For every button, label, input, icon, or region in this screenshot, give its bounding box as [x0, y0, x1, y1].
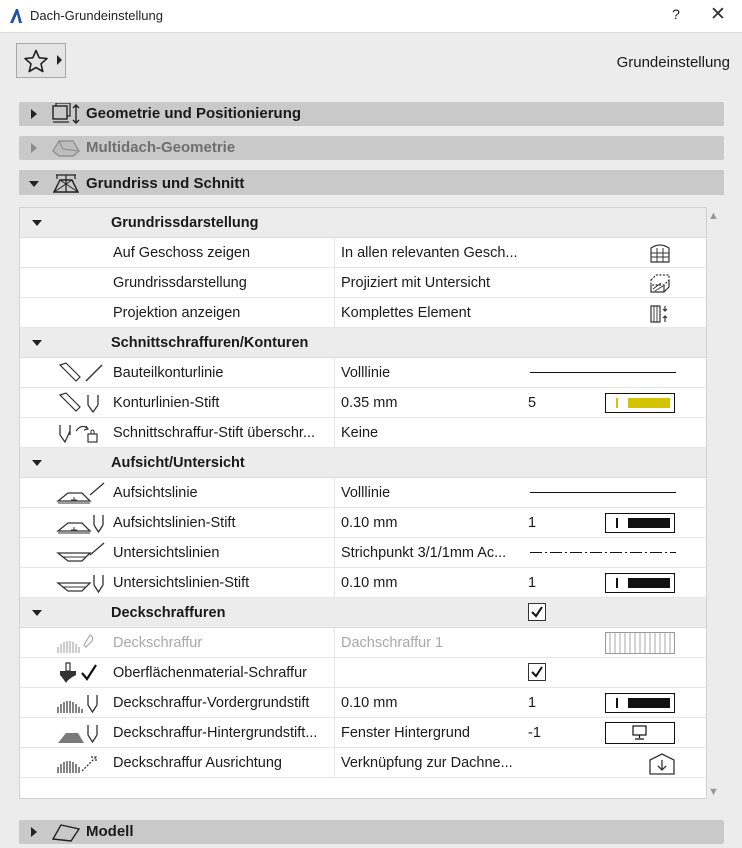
row-label: Deckschraffur Ausrichtung — [113, 755, 282, 771]
group-label: Aufsicht/Untersicht — [111, 455, 245, 471]
pen-number[interactable]: 1 — [528, 515, 537, 531]
row-label: Schnittschraffur-Stift überschr... — [113, 425, 316, 441]
collapse-arrow-icon — [32, 610, 42, 616]
geometry-positioning-icon — [51, 103, 81, 125]
section-label: Modell — [86, 823, 134, 840]
column-divider — [334, 568, 335, 597]
pen-icon — [56, 391, 106, 415]
favorites-button[interactable] — [16, 43, 66, 78]
section-label: Geometrie und Positionierung — [86, 105, 302, 122]
collapse-arrow-icon — [32, 460, 42, 466]
column-divider — [334, 388, 335, 417]
row-underside-pen[interactable] — [20, 568, 706, 598]
checkmark-icon — [530, 665, 544, 679]
title-bar — [0, 0, 742, 33]
dropdown-arrow-icon — [57, 55, 62, 65]
row-value[interactable]: 0.10 mm — [341, 515, 398, 531]
row-label: Oberflächenmaterial-Schraffur — [113, 665, 307, 681]
line-type-icon — [56, 361, 106, 385]
collapse-arrow-icon — [32, 220, 42, 226]
row-cover-bg-pen[interactable] — [20, 718, 706, 748]
row-value[interactable]: Komplettes Element — [341, 305, 471, 321]
window-background-swatch[interactable] — [605, 722, 675, 744]
checkmark-icon — [530, 605, 544, 619]
column-divider — [334, 688, 335, 717]
row-value[interactable]: Volllinie — [341, 365, 391, 381]
group-label: Schnittschraffuren/Konturen — [111, 335, 309, 351]
collapse-arrow-icon — [29, 181, 39, 187]
star-icon — [23, 49, 49, 73]
expand-arrow-icon — [31, 143, 37, 153]
group-outlines[interactable] — [20, 448, 706, 478]
column-divider — [334, 658, 335, 687]
underside-pen-icon — [56, 571, 106, 595]
row-label: Projektion anzeigen — [113, 305, 241, 321]
row-label: Auf Geschoss zeigen — [113, 245, 251, 261]
row-value[interactable]: Projiziert mit Untersicht — [341, 275, 491, 291]
row-label: Aufsichtslinie — [113, 485, 198, 501]
section-floorplan[interactable] — [19, 170, 724, 198]
row-value[interactable]: 0.10 mm — [341, 575, 398, 591]
column-divider — [334, 358, 335, 387]
row-value[interactable]: Strichpunkt 3/1/1mm Ac... — [341, 545, 507, 561]
section-label: Multidach-Geometrie — [86, 139, 236, 156]
row-label: Aufsichtslinien-Stift — [113, 515, 236, 531]
preset-name: Grundeinstellung — [616, 54, 730, 71]
row-surface-fill[interactable] — [20, 658, 706, 688]
cover-fills-checkbox[interactable] — [528, 603, 546, 621]
column-divider — [334, 538, 335, 567]
solid-line-preview — [530, 372, 676, 373]
scroll-up-arrow-icon[interactable]: ▲ — [708, 210, 719, 222]
fill-orientation-icon — [56, 751, 106, 775]
group-label: Grundrissdarstellung — [111, 215, 259, 231]
pen-number[interactable]: -1 — [528, 725, 541, 741]
column-divider — [334, 628, 335, 657]
pen-number[interactable]: 1 — [528, 575, 537, 591]
row-value[interactable]: 0.35 mm — [341, 395, 398, 411]
column-divider — [334, 298, 335, 327]
group-floorplan-display[interactable] — [20, 208, 706, 238]
cover-fill-pen-icon — [56, 691, 106, 715]
dash-dot-line-preview — [530, 551, 676, 554]
group-cover-fills[interactable] — [20, 598, 706, 628]
row-value: Dachschraffur 1 — [341, 635, 444, 651]
row-cover-fill — [20, 628, 706, 658]
window-title: Dach-Grundeinstellung — [30, 8, 163, 23]
row-overhead-pen[interactable] — [20, 508, 706, 538]
column-divider — [334, 508, 335, 537]
pen-color-swatch[interactable] — [605, 573, 675, 593]
collapse-arrow-icon — [32, 340, 42, 346]
section-model[interactable] — [19, 820, 724, 844]
row-value[interactable]: Verknüpfung zur Dachne... — [341, 755, 513, 771]
row-cover-orientation[interactable] — [20, 748, 706, 778]
group-cut-fills[interactable] — [20, 328, 706, 358]
row-value[interactable]: 0.10 mm — [341, 695, 398, 711]
group-label: Deckschraffuren — [111, 605, 226, 621]
pen-color-swatch[interactable] — [605, 693, 675, 713]
column-divider — [334, 748, 335, 777]
archicad-app-icon — [8, 8, 24, 24]
row-label: Deckschraffur — [113, 635, 203, 651]
row-value[interactable]: Volllinie — [341, 485, 391, 501]
row-cover-fg-pen[interactable] — [20, 688, 706, 718]
story-levels-icon[interactable] — [648, 242, 672, 264]
pen-number[interactable]: 5 — [528, 395, 537, 411]
row-overhead-line[interactable] — [20, 478, 706, 508]
solid-line-preview — [530, 492, 676, 493]
column-divider — [334, 478, 335, 507]
row-label: Grundrissdarstellung — [113, 275, 247, 291]
projected-display-icon[interactable] — [648, 272, 672, 294]
row-label: Untersichtslinien — [113, 545, 220, 561]
section-label: Grundriss und Schnitt — [86, 175, 245, 192]
surface-material-icon — [56, 661, 106, 685]
row-label: Untersichtslinien-Stift — [113, 575, 250, 591]
row-underside-lines[interactable] — [20, 538, 706, 568]
row-label: Bauteilkonturlinie — [113, 365, 224, 381]
floorplan-section-icon — [51, 172, 81, 196]
row-value[interactable]: Fenster Hintergrund — [341, 725, 470, 741]
projection-range-icon[interactable] — [648, 302, 672, 324]
overhead-pen-icon — [56, 511, 106, 535]
pen-color-swatch[interactable] — [605, 513, 675, 533]
column-divider — [334, 418, 335, 447]
row-contour-pen[interactable] — [20, 388, 706, 418]
column-divider — [334, 718, 335, 747]
row-show-projection[interactable] — [20, 298, 706, 328]
column-divider — [334, 268, 335, 297]
model-icon — [51, 821, 81, 843]
cover-fill-icon — [56, 631, 106, 655]
multiroof-icon — [51, 137, 81, 159]
roof-plane-link-icon[interactable] — [648, 752, 676, 776]
pen-number[interactable]: 1 — [528, 695, 537, 711]
row-value[interactable]: Keine — [341, 425, 379, 441]
column-divider — [334, 238, 335, 267]
section-geometry[interactable] — [19, 102, 724, 126]
row-floorplan-display[interactable] — [20, 268, 706, 298]
row-label: Deckschraffur-Hintergrundstift... — [113, 725, 318, 741]
help-button[interactable]: ? — [672, 6, 680, 22]
row-cut-fill-pen-override[interactable] — [20, 418, 706, 448]
expand-arrow-icon — [31, 109, 37, 119]
section-multiroof — [19, 136, 724, 160]
scroll-down-arrow-icon[interactable]: ▼ — [708, 786, 719, 798]
row-label: Konturlinien-Stift — [113, 395, 220, 411]
overhead-line-icon — [56, 481, 106, 505]
row-contour-line[interactable] — [20, 358, 706, 388]
cover-background-pen-icon — [56, 721, 106, 745]
expand-arrow-icon — [31, 827, 37, 837]
row-show-on-stories[interactable] — [20, 238, 706, 268]
underside-line-icon — [56, 541, 106, 565]
close-button[interactable]: ✕ — [710, 4, 726, 25]
pen-color-swatch[interactable] — [605, 393, 675, 413]
settings-table — [19, 207, 707, 799]
row-value[interactable]: In allen relevanten Gesch... — [341, 245, 518, 261]
pen-override-icon — [56, 421, 106, 445]
row-label: Deckschraffur-Vordergrundstift — [113, 695, 310, 711]
fill-pattern-preview — [605, 632, 675, 654]
surface-fill-checkbox[interactable] — [528, 663, 546, 681]
